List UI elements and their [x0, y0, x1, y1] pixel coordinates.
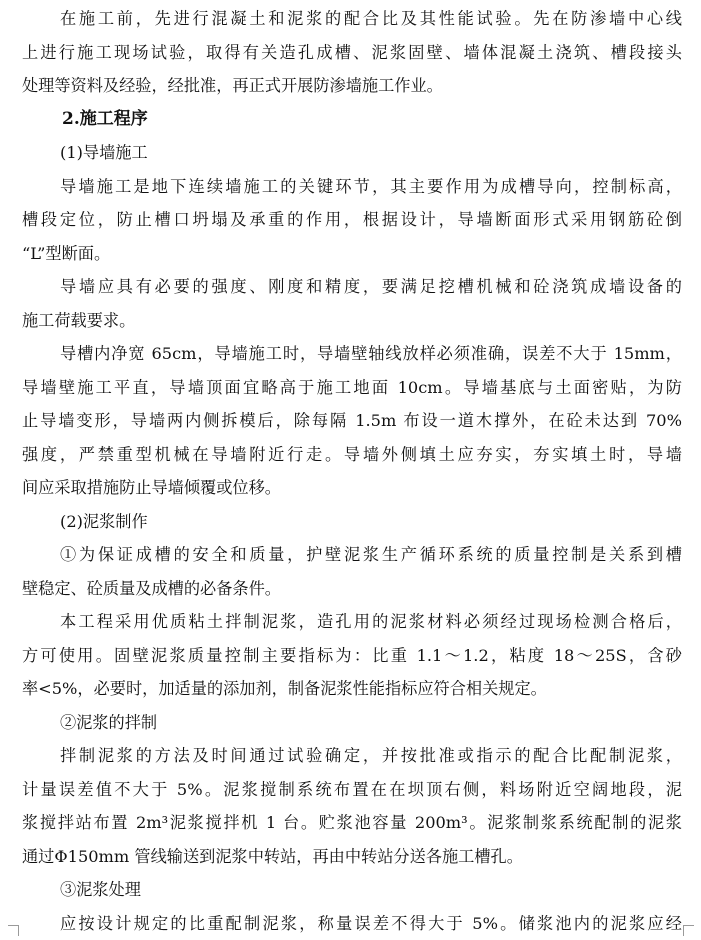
document-line: 通过Φ150mm 管线输送到泥浆中转站，再由中转站分送各施工槽孔。 [22, 846, 523, 866]
document-line: 导槽内净宽 65cm，导墙施工时，导墙壁轴线放样必须准确，误差不大于 15mm， [60, 344, 682, 363]
document-line: 本工程采用优质粘土拌制泥浆，造孔用的泥浆材料必须经过现场检测合格后， [60, 612, 682, 631]
page-corner-mark-right [683, 925, 694, 936]
document-line: 应按设计规定的比重配制泥浆，称量误差不得大于 5%。储浆池内的泥浆应经 [60, 913, 682, 933]
document-line: 导墙应具有必要的强度、刚度和精度，要满足挖槽机械和砼浇筑成墙设备的 [60, 277, 682, 296]
document-line: 率<5%，必要时，加适量的添加剂，制备泥浆性能指标应符合相关规定。 [22, 679, 547, 698]
document-line: 施工荷载要求。 [22, 310, 136, 330]
document-line: ②泥浆的拌制 [60, 712, 158, 732]
document-line: ①为保证成槽的安全和质量，护壁泥浆生产循环系统的质量控制是关系到槽 [60, 545, 682, 564]
document-line: 强度，严禁重型机械在导墙附近行走。导墙外侧填土应夯实，夯实填土时，导墙 [22, 444, 682, 464]
section-heading: 2.施工程序 [62, 108, 148, 129]
document-line: 在施工前，先进行混凝土和泥浆的配合比及其性能试验。先在防渗墙中心线 [60, 9, 682, 28]
document-line: 方可使用。固壁泥浆质量控制主要指标为：比重 1.1～1.2，粘度 18～25S，含砂 [22, 645, 682, 665]
document-line: 上进行施工现场试验，取得有关造孔成槽、泥浆固壁、墙体混凝土浇筑、槽段接头 [22, 42, 682, 62]
document-line: 导墙施工是地下连续墙施工的关键环节，其主要作用为成槽导向，控制标高， [60, 176, 682, 196]
document-line: 浆搅拌站布置 2m³泥浆搅拌机 1 台。贮浆池容量 200m³。泥浆制浆系统配制的泥浆 [22, 813, 682, 832]
document-line: 计量误差值不大于 5%。泥浆搅制系统布置在在坝顶右侧，料场附近空阔地段，泥 [22, 779, 682, 799]
document-line: (2)泥浆制作 [60, 511, 148, 531]
document-line: “L”型断面。 [22, 243, 111, 263]
document-line: 拌制泥浆的方法及时间通过试验确定，并按批准或指示的配合比配制泥浆， [60, 746, 682, 765]
document-line: 槽段定位，防止槽口坍塌及承重的作用，根据设计，导墙断面形式采用钢筋砼倒 [22, 210, 682, 229]
document-line: 导墙壁施工平直，导墙顶面宜略高于施工地面 10cm。导墙基底与土面密贴，为防 [22, 377, 682, 397]
document-line: 处理等资料及经验，经批准，再正式开展防渗墙施工作业。 [22, 76, 443, 95]
document-line: ③泥浆处理 [60, 880, 141, 899]
document-line: 间应采取措施防止导墙倾覆或位移。 [22, 478, 281, 497]
document-line: 止导墙变形，导墙两内侧拆模后，除每隔 1.5m 布设一道木撑外，在砼未达到 70% [22, 411, 682, 430]
document-line: 壁稳定、砼质量及成槽的必备条件。 [22, 578, 281, 598]
document-line: (1)导墙施工 [60, 143, 148, 162]
page-corner-mark-left [8, 925, 19, 936]
